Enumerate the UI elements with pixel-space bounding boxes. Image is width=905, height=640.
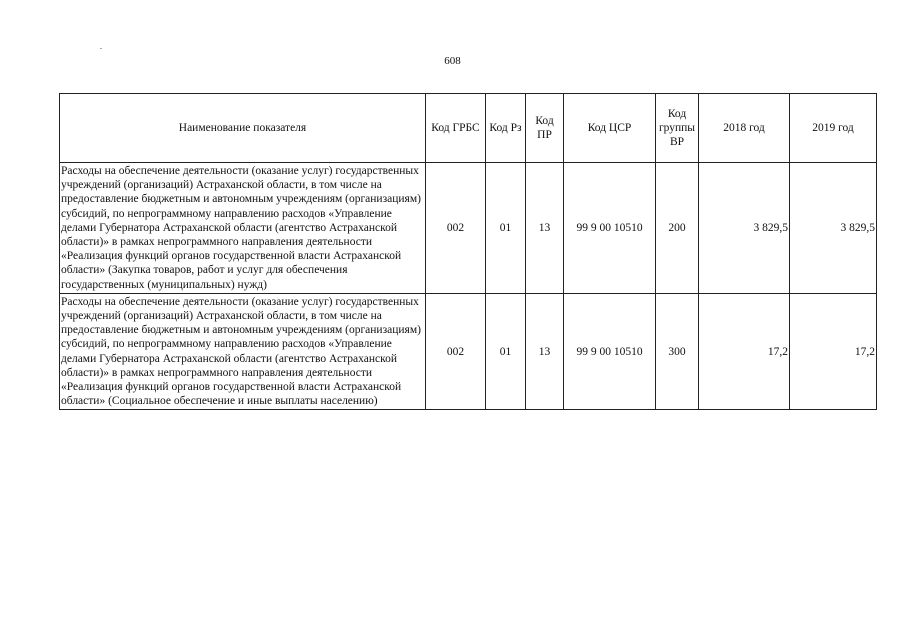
cell-2019: 17,2 — [790, 293, 877, 410]
scan-artifact — [100, 48, 102, 49]
header-name: Наименование показателя — [60, 94, 426, 163]
header-2018: 2018 год — [699, 94, 790, 163]
cell-rz: 01 — [486, 293, 526, 410]
page-number: 608 — [444, 55, 461, 67]
table-header-row — [60, 94, 877, 163]
cell-2018: 3 829,5 — [699, 163, 790, 294]
cell-grbs: 002 — [426, 293, 486, 410]
cell-name: Расходы на обеспечение деятельности (оказание услуг) государственных учреждений (организаций) Астраханской области, в том числе на предоставление бюджетным и автономным учреждениям (организациям) субсидий, по непрограммному направлению расходов «Управление делами Губернатора Астраханской области (агентство Астраханской области)» в рамках непрограммного направления деятельности «Реализация функций органов государственной власти Астраханской области» (Социальное обеспечение и иные выплаты населению) — [60, 293, 426, 410]
cell-csr: 99 9 00 10510 — [564, 163, 656, 294]
budget-table — [59, 93, 877, 410]
cell-pr: 13 — [526, 293, 564, 410]
cell-vr: 200 — [656, 163, 699, 294]
header-pr: Код ПР — [526, 94, 564, 163]
header-grbs: Код ГРБС — [426, 94, 486, 163]
cell-csr: 99 9 00 10510 — [564, 293, 656, 410]
cell-grbs: 002 — [426, 163, 486, 294]
cell-2018: 17,2 — [699, 293, 790, 410]
header-rz: Код Рз — [486, 94, 526, 163]
header-vr: Код группы ВР — [656, 94, 699, 163]
cell-2019: 3 829,5 — [790, 163, 877, 294]
header-csr: Код ЦСР — [564, 94, 656, 163]
cell-vr: 300 — [656, 293, 699, 410]
cell-rz: 01 — [486, 163, 526, 294]
cell-pr: 13 — [526, 163, 564, 294]
header-2019: 2019 год — [790, 94, 877, 163]
table-row — [60, 293, 877, 410]
cell-name: Расходы на обеспечение деятельности (оказание услуг) государственных учреждений (организаций) Астраханской области, в том числе на предоставление бюджетным и автономным учреждениям (организациям) субсидий, по непрограммному направлению расходов «Управление делами Губернатора Астраханской области (агентство Астраханской области)» в рамках непрограммного направления деятельности «Реализация функций органов государственной власти Астраханской области» (Закупка товаров, работ и услуг для обеспечения государственных (муниципальных) нужд) — [60, 163, 426, 294]
table-row — [60, 163, 877, 294]
